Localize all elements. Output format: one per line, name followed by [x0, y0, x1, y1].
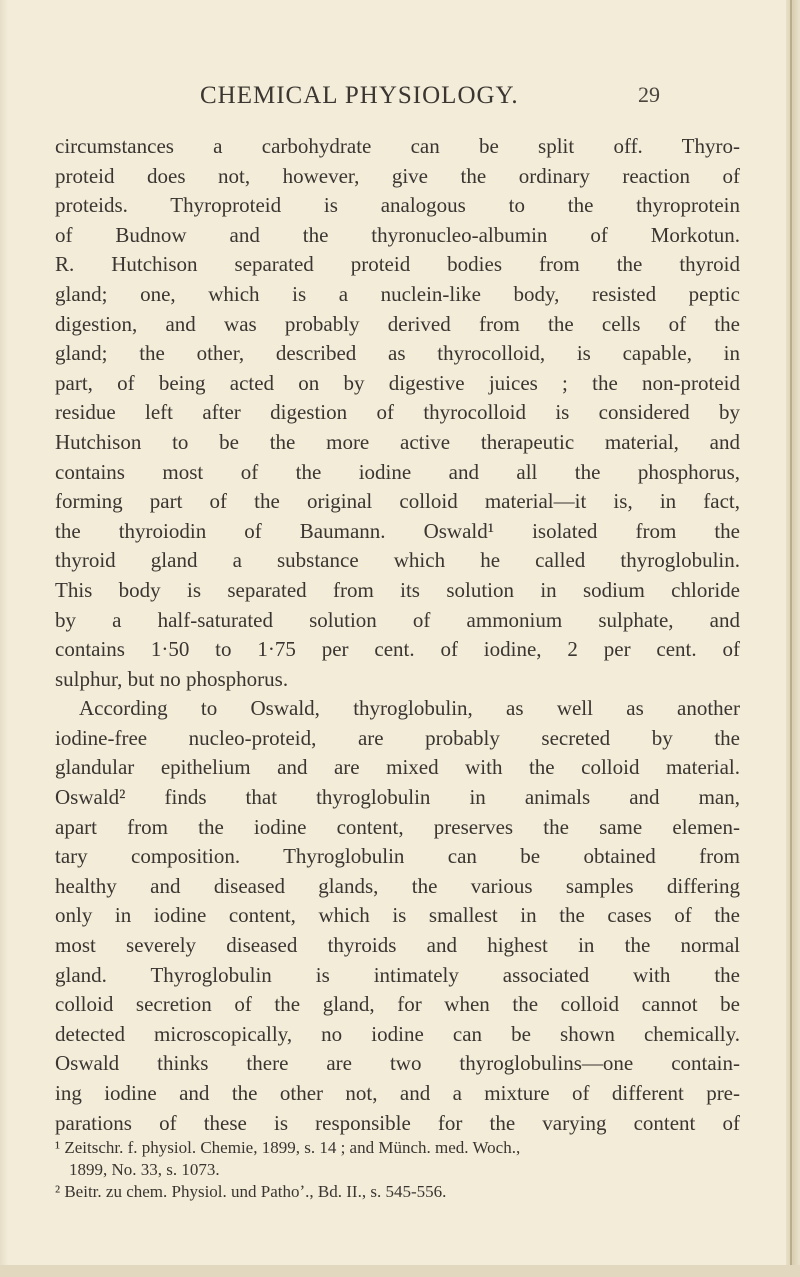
- text-line: residue left after digestion of thyrocolloid is considered by: [55, 400, 740, 425]
- text-line: forming part of the original colloid material—it is, in fact,: [55, 489, 740, 514]
- footnotes: [55, 1137, 740, 1203]
- text-line: digestion, and was probably derived from the cells of the: [55, 311, 740, 336]
- text-line: colloid secretion of the gland, for when the colloid cannot be: [55, 992, 740, 1017]
- text-line: tary composition. Thyroglobulin can be obtained from: [55, 844, 740, 869]
- text-line: iodine-free nucleo-proteid, are probably secreted by the: [55, 725, 740, 750]
- page-header: [200, 82, 660, 116]
- text-line: contains most of the iodine and all the phosphorus,: [55, 459, 740, 484]
- page-edge-line: [790, 0, 792, 1277]
- text-line: circumstances a carbohydrate can be split off. Thyro-: [55, 134, 740, 158]
- text-line: Oswald² finds that thyroglobulin in animals and man,: [55, 785, 740, 810]
- text-line: glandular epithelium and are mixed with the colloid material.: [55, 755, 740, 780]
- text-line: by a half-saturated solution of ammonium sulphate, and: [55, 607, 740, 632]
- text-line: ing iodine and the other not, and a mixture of different pre-: [55, 1081, 740, 1105]
- text-line: sulphur, but no phosphorus.: [55, 666, 289, 691]
- text-line: only in iodine content, which is smallest in the cases of the: [55, 903, 740, 928]
- body-text: [55, 132, 740, 1138]
- text-line: This body is separated from its solution in sodium chloride: [55, 577, 740, 602]
- text-line: proteid does not, however, give the ordinary reaction of: [55, 163, 740, 188]
- text-line: most severely diseased thyroids and highest in the normal: [55, 933, 740, 958]
- text-line: healthy and diseased glands, the various samples differing: [55, 873, 740, 898]
- text-line: the thyroiodin of Baumann. Oswald¹ isolated from the: [55, 518, 740, 543]
- page-number: 29: [638, 82, 660, 107]
- text-line: gland; one, which is a nuclein-like body, resisted peptic: [55, 281, 740, 306]
- page-edge: [786, 0, 800, 1277]
- text-line: apart from the iodine content, preserves the same elemen-: [55, 814, 740, 839]
- text-line: Hutchison to be the more active therapeutic material, and: [55, 429, 740, 454]
- running-head: CHEMICAL PHYSIOLOGY.: [200, 82, 519, 109]
- text-line: thyroid gland a substance which he called thyroglobulin.: [55, 548, 740, 573]
- text-line: gland; the other, described as thyrocolloid, is capable, in: [55, 341, 740, 366]
- page-bottom-edge: [0, 1265, 800, 1277]
- text-line: of Budnow and the thyronucleo-albumin of Morkotun.: [55, 222, 740, 247]
- text-line: R. Hutchison separated proteid bodies from the thyroid: [55, 252, 740, 277]
- footnote-2: ² Beitr. zu chem. Physiol. und Pathoʼ., Bd. II., s. 545-556.: [55, 1182, 447, 1201]
- text-line: parations of these is responsible for the varying content of: [55, 1110, 740, 1135]
- footnote-1: ¹ Zeitschr. f. physiol. Chemie, 1899, s. 14 ; and Münch. med. Woch.,: [55, 1138, 521, 1157]
- text-line: contains 1·50 to 1·75 per cent. of iodine, 2 per cent. of: [55, 637, 740, 662]
- footnote-1-continuation: 1899, No. 33, s. 1073.: [69, 1160, 220, 1179]
- text-line: According to Oswald, thyroglobulin, as well as another: [79, 696, 740, 721]
- text-line: proteids. Thyroproteid is analogous to the thyroprotein: [55, 193, 740, 218]
- text-line: gland. Thyroglobulin is intimately associated with the: [55, 962, 740, 987]
- text-line: Oswald thinks there are two thyroglobulins—one contain-: [55, 1051, 740, 1076]
- page-shadow-left: [0, 0, 8, 1277]
- text-line: part, of being acted on by digestive juices ; the non-proteid: [55, 370, 740, 395]
- text-line: detected microscopically, no iodine can be shown chemically.: [55, 1021, 740, 1046]
